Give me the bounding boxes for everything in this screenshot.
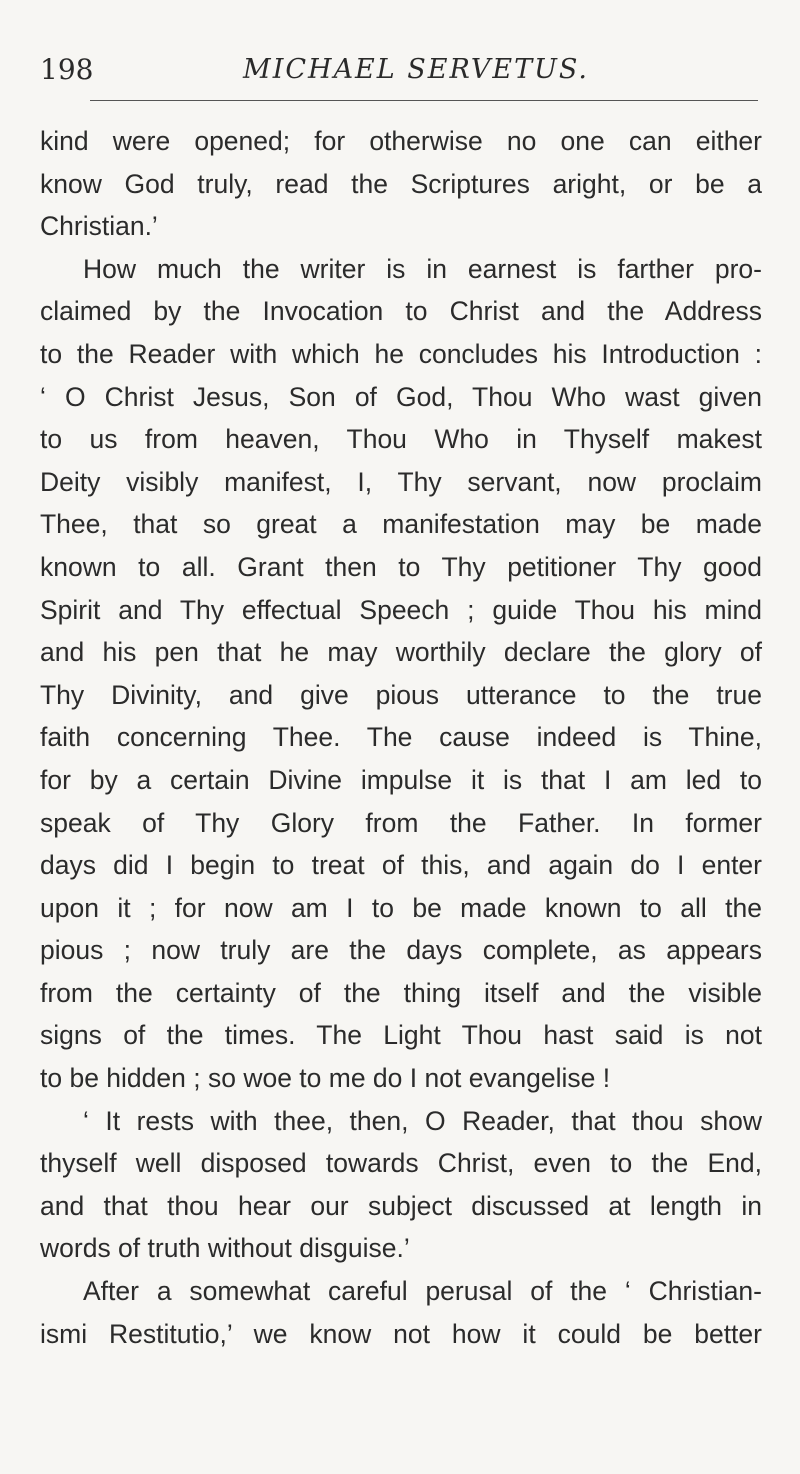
text-line: to be hidden ; so woe to me do I not evangelise ! [40,1063,611,1094]
running-title: MICHAEL SERVETUS. [243,54,589,85]
text-line: Spirit and Thy effectual Speech ; guide Thou his mind [40,594,762,625]
text-line: upon it ; for now am I to be made known to all the [40,892,762,923]
text-line: known to all. Grant then to Thy petitioner Thy good [40,551,762,582]
text-line: Thee, that so great a manifestation may be made [40,509,762,540]
text-line: speak of Thy Glory from the Father. In former [40,807,762,838]
text-line: Deity visibly manifest, I, Thy servant, now proclaim [40,466,762,497]
text-line: ‘ It rests with thee, then, O Reader, that thou show [83,1105,762,1136]
running-head [40,50,762,90]
text-line: thyself well disposed towards Christ, even to the End, [40,1148,762,1179]
text-line: Christian.’ [40,211,158,242]
text-line: and his pen that he may worthily declare the glory of [40,637,762,668]
text-line: kind were opened; for otherwise no one can either [40,126,762,156]
text-line: claimed by the Invocation to Christ and the Address [40,296,762,327]
text-line: to the Reader with which he concludes his Introduction : [40,338,762,369]
text-line: to us from heaven, Thou Who in Thyself makest [40,424,762,455]
text-line: ismi Restitutio,’ we know not how it could be better [40,1318,762,1349]
text-line: from the certainty of the thing itself and the visible [40,977,762,1008]
text-line: know God truly, read the Scriptures aright, or be a [40,168,762,199]
text-line: How much the writer is in earnest is farther pro- [83,253,762,284]
text-line: faith concerning Thee. The cause indeed is Thine, [40,722,762,753]
header-rule [90,100,758,101]
text-line: for by a certain Divine impulse it is that I am led to [40,764,762,795]
text-line: Thy Divinity, and give pious utterance to the true [40,679,762,710]
text-line: ‘ O Christ Jesus, Son of God, Thou Who wast given [40,381,762,412]
text-line: days did I begin to treat of this, and again do I enter [40,850,762,881]
text-line: signs of the times. The Light Thou hast said is not [40,1020,762,1051]
text-line: and that thou hear our subject discussed at length in [40,1190,762,1221]
page-number: 198 [40,53,94,86]
body-text [40,120,762,1355]
text-line: words of truth without disguise.’ [40,1233,410,1264]
text-line: pious ; now truly are the days complete, as appears [40,935,762,966]
text-line: After a somewhat careful perusal of the ‘ Christian- [83,1276,762,1307]
